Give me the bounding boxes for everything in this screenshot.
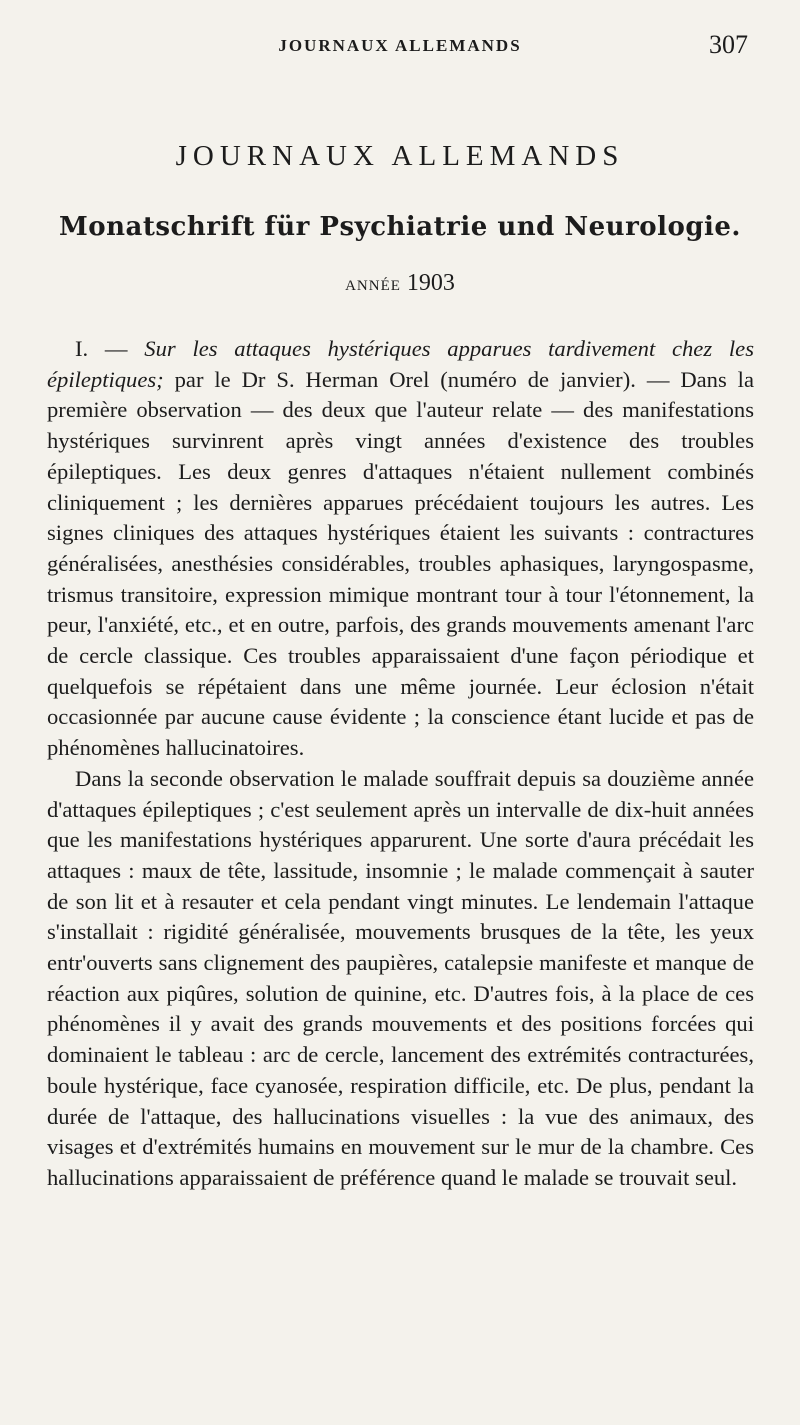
year-line (0, 270, 800, 297)
page-number: 307 (709, 30, 748, 59)
year-value: 1903 (406, 270, 455, 296)
running-title: JOURNAUX ALLEMANDS (278, 36, 522, 55)
article-title: Sur les attaques hystériques apparues tardivement chez les épileptiques; (47, 336, 754, 392)
article-paragraph-1 (47, 334, 754, 764)
article-paragraph-2: Dans la seconde observation le malade souffrait depuis sa douzième année d'attaques épileptiques ; c'est seulement après un intervalle de dix-huit années que les manifestations hystériques apparurent. Une sorte d'aura précédait les attaques : maux de tête, lassitude, insomnie ; le malade commençait à sauter de son lit et à resauter et cela pendant vingt minutes. Le lendemain l'attaque s'installait : rigidité généralisée, mouvements brusques de la tête, les yeux entr'ouverts sans clignement des paupières, catalepsie manifeste et manque de réaction aux piqûres, solution de quinine, etc. D'autres fois, à la place de ces phénomènes il y avait des grands mouvements et des positions forcées qui dominaient le tableau : arc de cercle, lancement des extrémités contracturées, boule hystérique, face cyanosée, respiration difficile, etc. De plus, pendant la durée de l'attaque, des hallucinations visuelles : la vue des animaux, des visages et d'extrémités humains en mouvement sur le mur de la chambre. Ces hallucinations apparaissaient de préférence quand le malade se trouvait seul. (47, 765, 754, 1190)
journal-title: Monatschrift für Psychiatrie und Neurologie. (58, 212, 741, 242)
running-head (0, 30, 800, 66)
article-number: I. — (75, 336, 145, 361)
section-title: JOURNAUX ALLEMANDS (175, 140, 625, 172)
year-label: ANNÉE (345, 278, 401, 294)
article-body (47, 334, 754, 1194)
article-byline: par le Dr S. Herman Orel (numéro de janvier). (163, 366, 636, 392)
paragraph-1-text: — Dans la première observation — des deux que l'auteur relate — des manifestations hystériques survinrent après vingt années d'existence des troubles épileptiques. Les deux genres d'attaques n'étaient nullement combinés cliniquement ; les dernières apparues précédaient toujours les autres. Les signes cliniques des attaques hystériques étaient les suivants : contractures généralisées, anesthésies considérables, troubles aphasiques, laryngospasme, trismus transitoire, expression mimique montrant tour à tour l'étonnement, la peur, l'anxiété, etc., et en outre, parfois, des grands mouvements amenant l'arc de cercle classique. Ces troubles apparaissaient d'une façon périodique et quelquefois se répétaient dans une même journée. Leur éclosion n'était occasionnée par aucune cause évidente ; la conscience étant lucide et pas de phénomènes hallucinatoires. (47, 366, 754, 761)
